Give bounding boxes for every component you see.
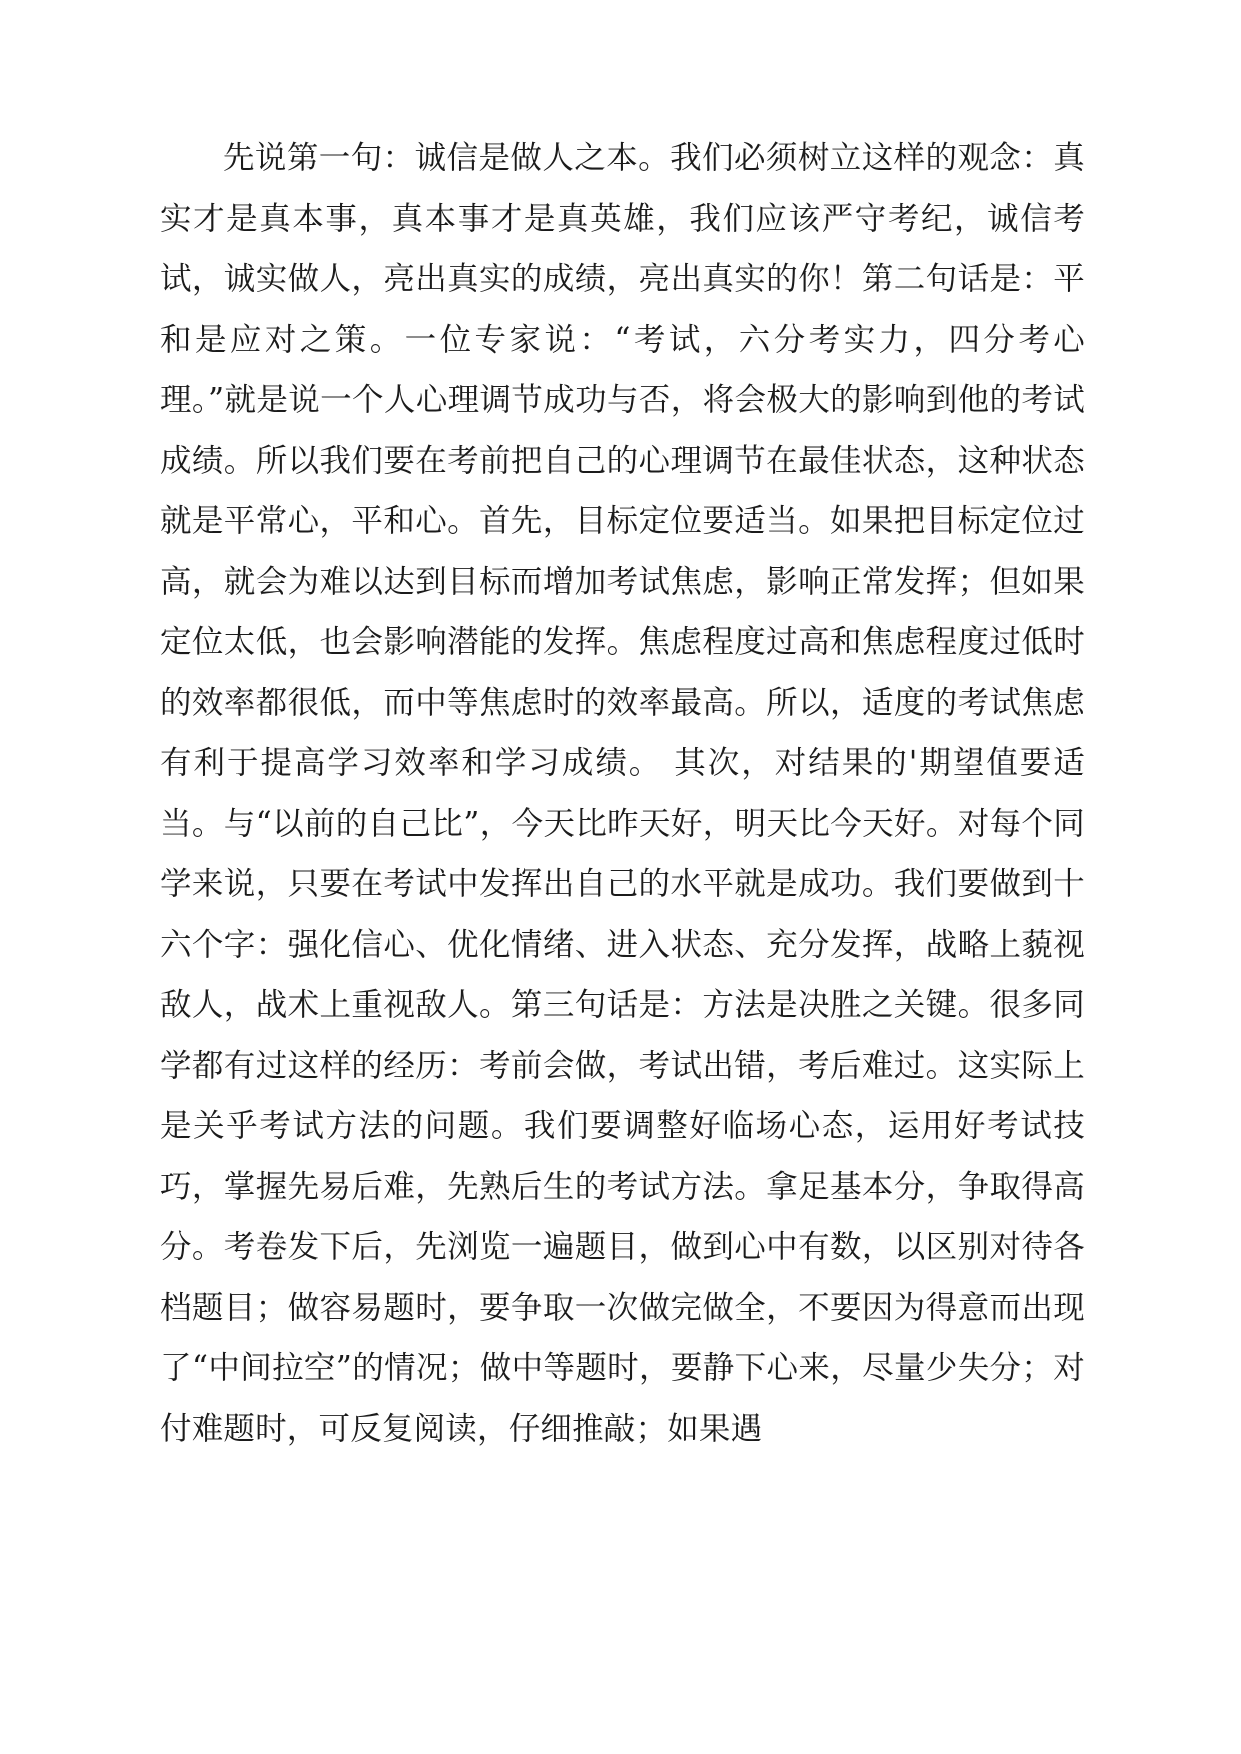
document-body [160,128,1085,1459]
document-paragraph: 先说第一句：诚信是做人之本。我们必须树立这样的观念：真实才是真本事，真本事才是真英雄，我们应该严守考纪，诚信考试，诚实做人，亮出真实的成绩，亮出真实的你！第二句话是：平和是应对之策。一位专家说：“考试，六分考实力，四分考心理。”就是说一个人心理调节成功与否，将会极大的影响到他的考试成绩。所以我们要在考前把自己的心理调节在最佳状态，这种状态就是平常心，平和心。首先，目标定位要适当。如果把目标定位过高，就会为难以达到目标而增加考试焦虑，影响正常发挥；但如果定位太低，也会影响潜能的发挥。焦虑程度过高和焦虑程度过低时的效率都很低，而中等焦虑时的效率最高。所以，适度的考试焦虑有利于提高学习效率和学习成绩。 其次，对结果的'期望值要适当。与“以前的自己比”，今天比昨天好，明天比今天好。对每个同学来说，只要在考试中发挥出自己的水平就是成功。我们要做到十六个字：强化信心、优化情绪、进入状态、充分发挥，战略上藐视敌人，战术上重视敌人。第三句话是：方法是决胜之关键。很多同学都有过这样的经历：考前会做，考试出错，考后难过。这实际上是关乎考试方法的问题。我们要调整好临场心态，运用好考试技巧，掌握先易后难，先熟后生的考试方法。拿足基本分，争取得高分。考卷发下后，先浏览一遍题目，做到心中有数，以区别对待各档题目；做容易题时，要争取一次做完做全，不要因为得意而出现了“中间拉空”的情况；做中等题时，要静下心来，尽量少失分；对付难题时，可反复阅读，仔细推敲；如果遇 [160,140,1085,1447]
